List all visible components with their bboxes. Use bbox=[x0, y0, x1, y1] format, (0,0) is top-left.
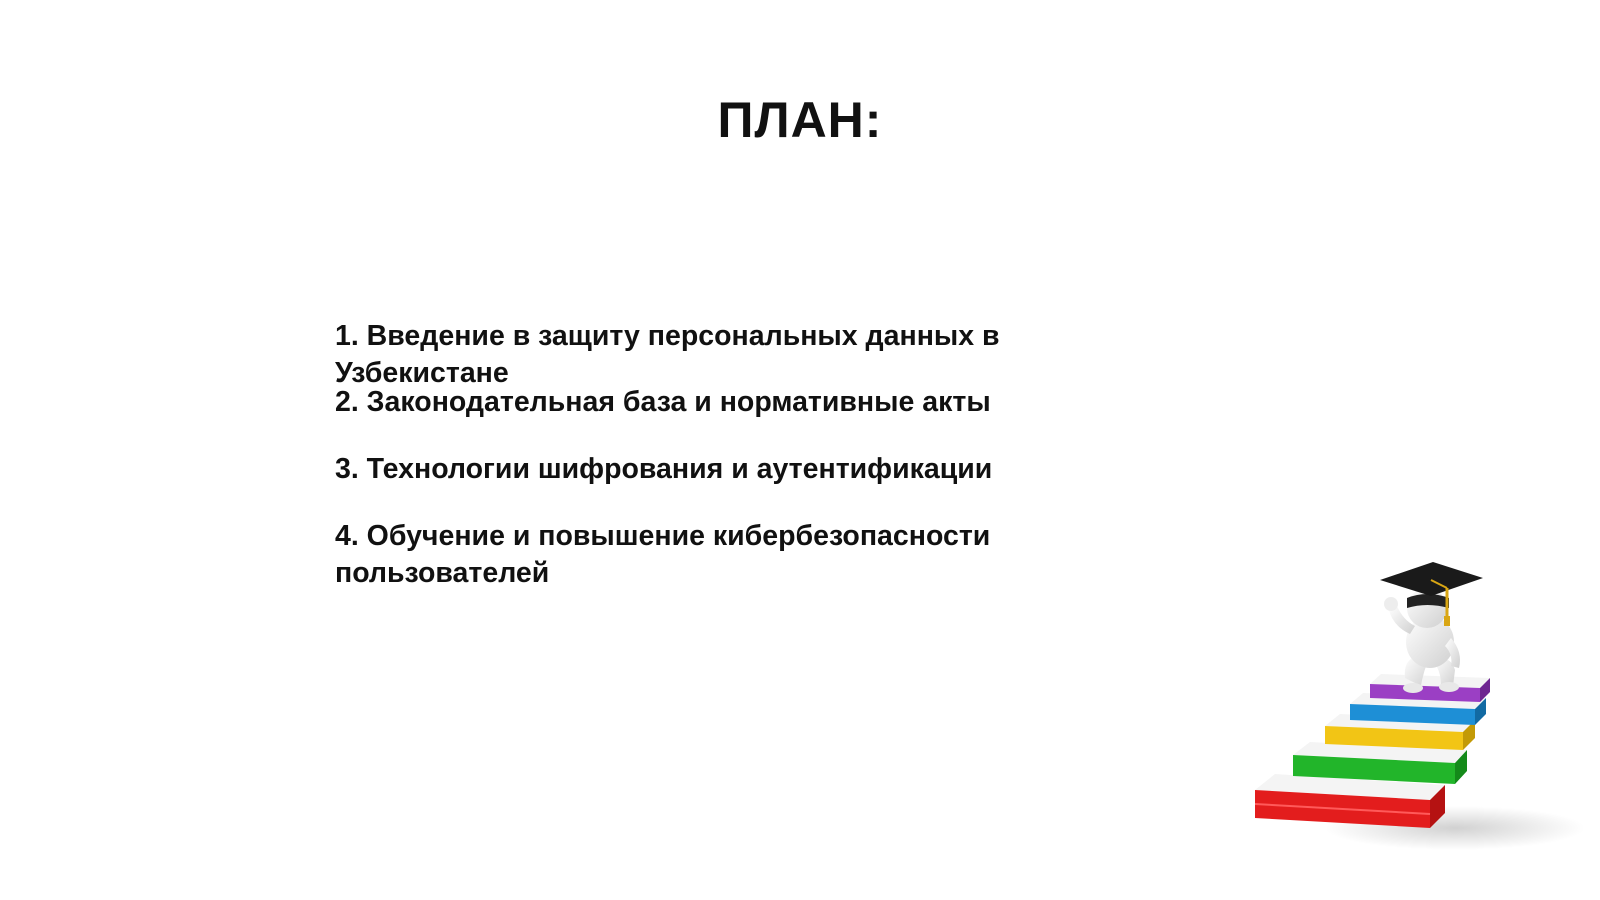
plan-item-1: 1. Введение в защиту персональных данных в Узбекистане bbox=[335, 320, 1000, 389]
book-purple bbox=[1370, 674, 1490, 702]
book-red bbox=[1255, 774, 1445, 828]
slide-title: ПЛАН: bbox=[717, 92, 883, 148]
plan-list bbox=[335, 318, 1095, 592]
plan-item-4: 4. Обучение и повышение кибербезопасности пользователей bbox=[335, 520, 991, 589]
plan-item-2: 2. Законодательная база и нормативные акты bbox=[335, 386, 991, 418]
graduate-on-books-icon bbox=[1255, 560, 1585, 860]
plan-item-3: 3. Технологии шифрования и аутентификации bbox=[335, 453, 993, 485]
